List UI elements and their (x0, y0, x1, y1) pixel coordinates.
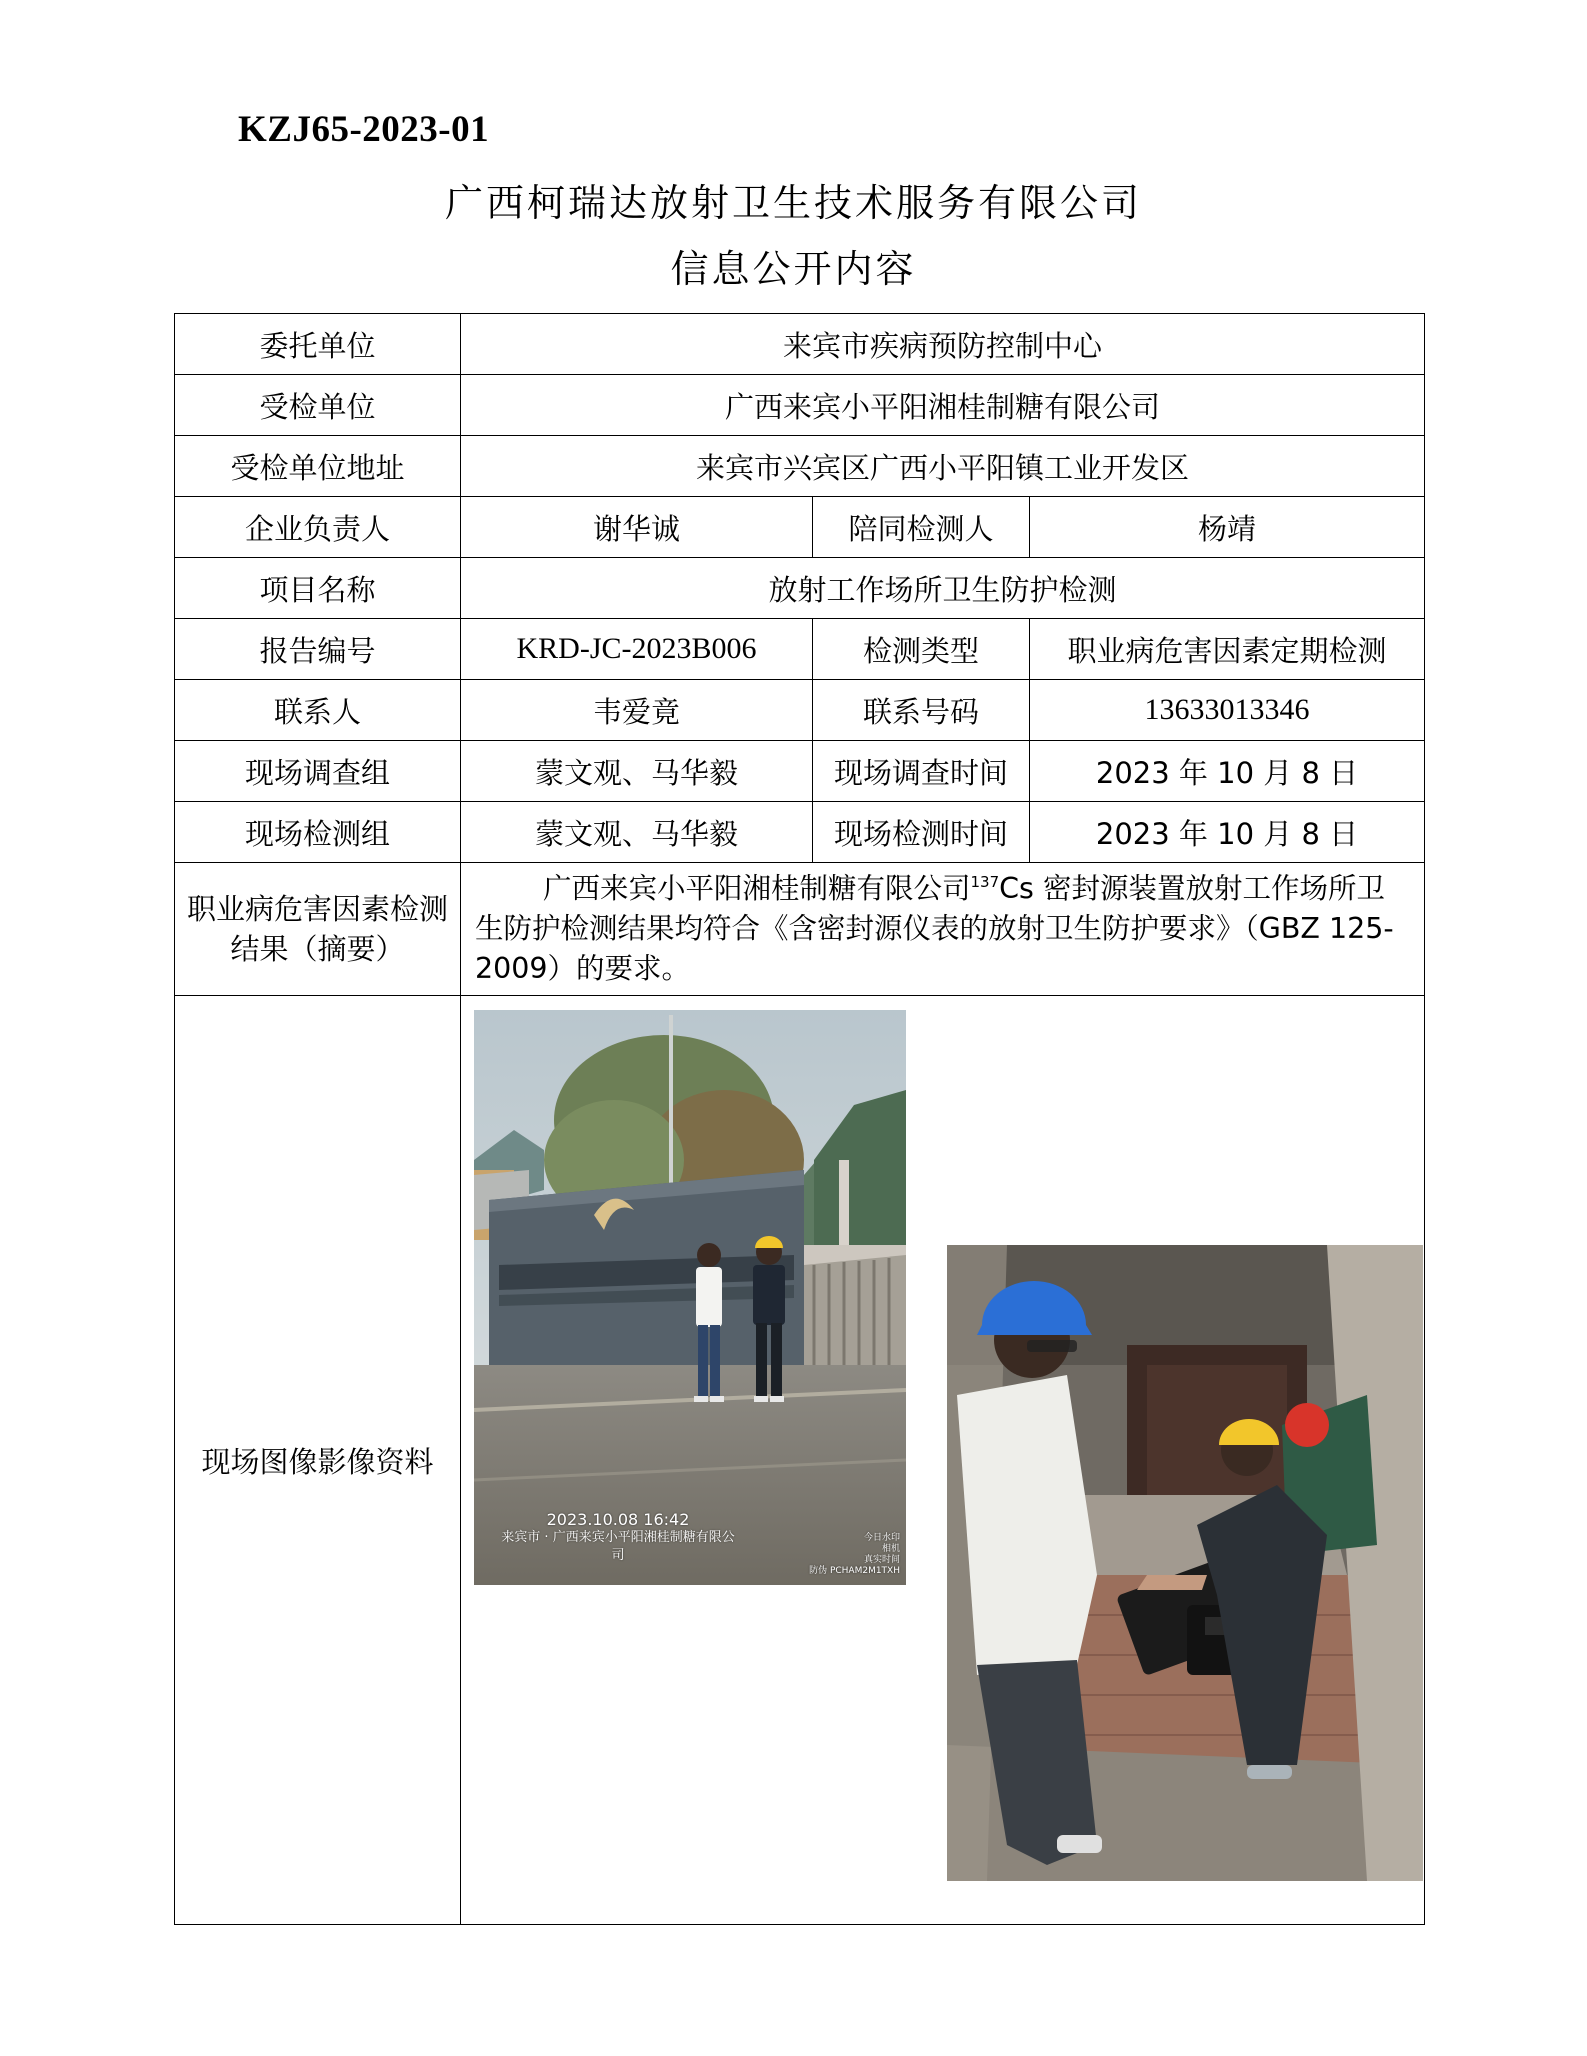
survey-group-value: 蒙文观、马华毅 (461, 741, 813, 802)
client-label: 委托单位 (175, 314, 461, 375)
inspected-label: 受检单位 (175, 375, 461, 436)
inspection-photo (947, 1245, 1423, 1881)
address-value: 来宾市兴宾区广西小平阳镇工业开发区 (461, 436, 1425, 497)
result-text-part2: Cs 密封源装置放射工作场所卫生防护检测结果均符合《含密封源仪表的放射卫生防护要求》（GBZ 125-2009）的要求。 (475, 872, 1394, 985)
result-label: 职业病危害因素检测结果（摘要） (175, 863, 461, 996)
table-row (175, 741, 1425, 802)
survey-time-value: 2023 年 10 月 8 日 (1030, 741, 1425, 802)
table-row (175, 619, 1425, 680)
photos-cell (461, 996, 1425, 1925)
info-table (174, 313, 1425, 1925)
table-row (175, 680, 1425, 741)
test-group-value: 蒙文观、马华毅 (461, 802, 813, 863)
project-label: 项目名称 (175, 558, 461, 619)
images-label: 现场图像影像资料 (175, 996, 461, 1925)
survey-group-label: 现场调查组 (175, 741, 461, 802)
isotope-superscript: 137 (970, 873, 1000, 891)
table-row (175, 996, 1425, 1925)
photo-watermark (498, 1511, 738, 1565)
photo-location: 来宾市 · 广西来宾小平阳湘桂制糖有限公司 (501, 1530, 735, 1563)
photo-badge-line2: 相机 (881, 1544, 900, 1554)
phone-value: 13633013346 (1030, 680, 1425, 741)
phone-label: 联系号码 (813, 680, 1030, 741)
photo-timestamp: 2023.10.08 16:42 (546, 1510, 690, 1529)
table-row (175, 375, 1425, 436)
photo-badge-line3: 真实时间 (863, 1555, 900, 1565)
inspected-value: 广西来宾小平阳湘桂制糖有限公司 (461, 375, 1425, 436)
table-row (175, 802, 1425, 863)
project-value: 放射工作场所卫生防护检测 (461, 558, 1425, 619)
contact-label: 联系人 (175, 680, 461, 741)
client-value: 来宾市疾病预防控制中心 (461, 314, 1425, 375)
escort-value: 杨靖 (1030, 497, 1425, 558)
address-label: 受检单位地址 (175, 436, 461, 497)
test-time-label: 现场检测时间 (813, 802, 1030, 863)
table-row (175, 314, 1425, 375)
table-row (175, 863, 1425, 996)
leader-value: 谢华诚 (461, 497, 813, 558)
contact-value: 韦爱竟 (461, 680, 813, 741)
test-group-label: 现场检测组 (175, 802, 461, 863)
report-label: 报告编号 (175, 619, 461, 680)
page-subtitle: 信息公开内容 (670, 247, 917, 291)
company-title: 广西柯瑞达放射卫生技术服务有限公司 (444, 181, 1142, 225)
test-time-value: 2023 年 10 月 8 日 (1030, 802, 1425, 863)
table-row (175, 436, 1425, 497)
escort-label: 陪同检测人 (813, 497, 1030, 558)
type-value: 职业病危害因素定期检测 (1030, 619, 1425, 680)
document-code: KZJ65-2023-01 (238, 109, 490, 150)
site-entrance-photo (474, 1010, 906, 1585)
survey-time-label: 现场调查时间 (813, 741, 1030, 802)
result-summary (461, 863, 1425, 996)
report-value: KRD-JC-2023B006 (461, 619, 813, 680)
result-text-part1: 广西来宾小平阳湘桂制糖有限公司 (543, 872, 971, 905)
photo-code: 防伪 PCHAM2M1TXH (809, 1566, 900, 1576)
leader-label: 企业负责人 (175, 497, 461, 558)
table-row (175, 558, 1425, 619)
photo-badge (809, 1533, 900, 1577)
photo-badge-line1: 今日水印 (863, 1533, 900, 1543)
table-row (175, 497, 1425, 558)
type-label: 检测类型 (813, 619, 1030, 680)
